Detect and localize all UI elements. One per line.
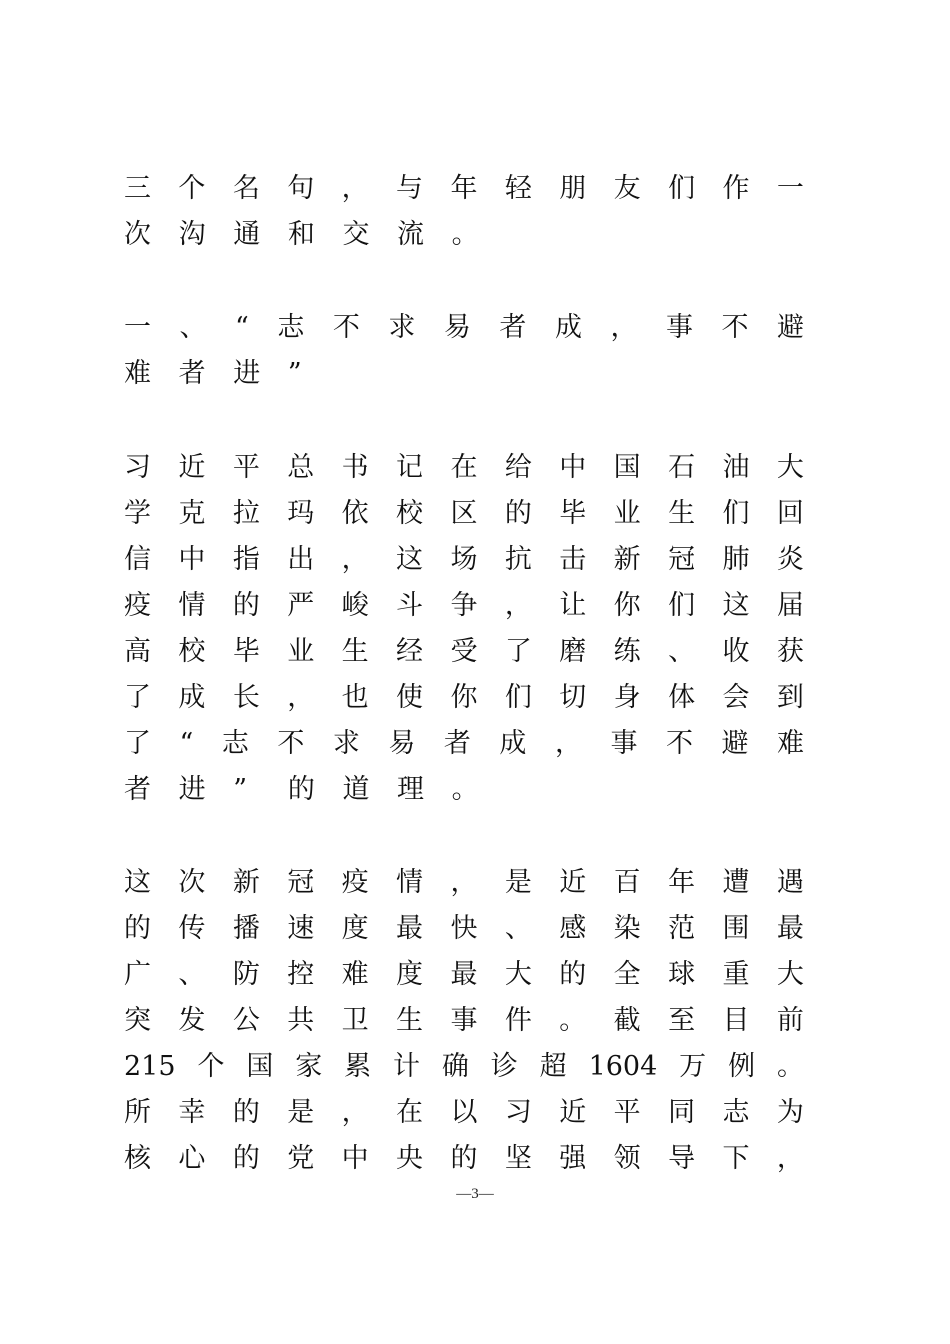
text-line: 者 进 ” 的 道 理 。 [124,774,479,805]
text-line: 习 近 平 总 书 记 在 给 中 国 石 油 大 [124,452,804,483]
text-line: 这 次 新 冠 疫 情 ， 是 近 百 年 遭 遇 [124,867,804,898]
text-line: 难 者 进 ” [124,358,302,389]
section-heading [124,305,804,397]
text-line: 了 成 长 ， 也 使 你 们 切 身 体 会 到 [124,682,804,713]
text-line: 学 克 拉 玛 依 校 区 的 毕 业 生 们 回 [124,498,804,529]
text-line: 核 心 的 党 中 央 的 坚 强 领 导 下 ， [124,1143,804,1174]
text-line: 信 中 指 出 ， 这 场 抗 击 新 冠 肺 炎 [124,544,804,575]
intro-paragraph [124,166,804,258]
text-line: 次 沟 通 和 交 流 。 [124,219,479,250]
text-line: 三 个 名 句 ， 与 年 轻 朋 友 们 作 一 [124,173,804,204]
text-line: 广 、 防 控 难 度 最 大 的 全 球 重 大 [124,959,804,990]
page-number: —3— [456,1186,494,1202]
text-line: 了 “ 志 不 求 易 者 成 ， 事 不 避 难 [124,728,804,759]
text-line: 所 幸 的 是 ， 在 以 习 近 平 同 志 为 [124,1097,804,1128]
body-paragraph-1 [124,445,804,813]
text-line: 215 个 国 家 累 计 确 诊 超 1604 万 例 。 [124,1051,804,1082]
body-paragraph-2 [124,860,804,1182]
text-line: 的 传 播 速 度 最 快 、 感 染 范 围 最 [124,913,804,944]
text-line: 突 发 公 共 卫 生 事 件 。 截 至 目 前 [124,1005,804,1036]
text-line: 一 、 “ 志 不 求 易 者 成 ， 事 不 避 [124,312,804,343]
text-line: 高 校 毕 业 生 经 受 了 磨 练 、 收 获 [124,636,804,667]
text-line: 疫 情 的 严 峻 斗 争 ， 让 你 们 这 届 [124,590,804,621]
